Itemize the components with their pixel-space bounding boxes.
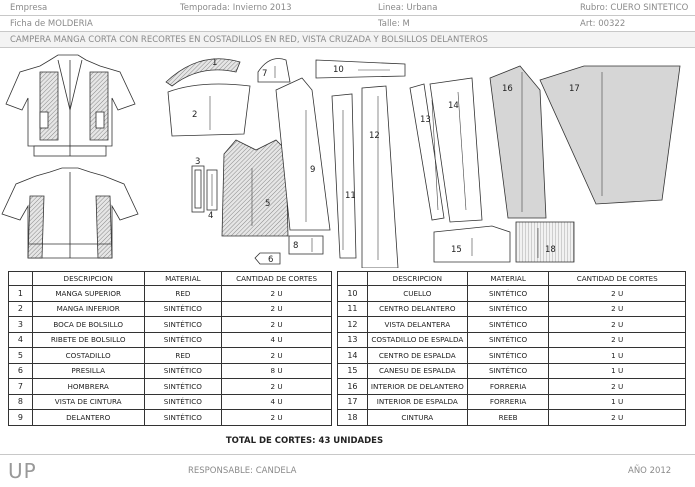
empresa-label: Empresa [10,3,48,13]
row-number: 12 [338,317,368,333]
piece-number: 2 [192,110,198,120]
table-row [338,317,686,333]
piece-number: 7 [262,69,268,79]
logo: UP [8,459,37,483]
cell-description: CANESU DE ESPALDA [367,363,467,379]
cell-quantity: 1 U [549,363,686,379]
footer [0,454,695,487]
table-row [9,317,332,333]
cell-quantity: 2 U [549,286,686,302]
row-number: 3 [9,317,33,333]
cuts-table-right [337,271,686,426]
cell-material: RED [144,286,222,302]
piece-number: 16 [502,84,513,94]
piece-number: 9 [310,165,316,175]
table-row [9,348,332,364]
row-number: 18 [338,410,368,426]
cell-description: COSTADILLO [32,348,144,364]
talle-label: Talle: M [378,19,410,29]
table-row [9,394,332,410]
jacket-front-sketch [6,55,135,156]
table-row [9,301,332,317]
cell-quantity: 4 U [222,394,332,410]
table-row [9,379,332,395]
cell-quantity: 2 U [222,317,332,333]
table-row [9,410,332,426]
cell-quantity: 2 U [222,286,332,302]
cell-quantity: 8 U [222,363,332,379]
table-row [9,286,332,302]
cell-quantity: 4 U [222,332,332,348]
rubro-label: Rubro: CUERO SINTETICO [580,3,689,13]
row-number: 1 [9,286,33,302]
table-row [338,332,686,348]
ficha-label: Ficha de MOLDERIA [10,19,93,29]
cell-material: FORRERIA [467,394,549,410]
cell-description: RIBETE DE BOLSILLO [32,332,144,348]
table-row [9,332,332,348]
row-number: 16 [338,379,368,395]
piece-number: 11 [345,191,356,201]
piece-number: 1 [212,58,218,68]
cuts-table-left [8,271,332,426]
table-row [338,394,686,410]
piece-number: 15 [451,245,462,255]
header-row-3 [0,32,695,48]
piece-number: 13 [420,115,431,125]
table-row [9,363,332,379]
row-number: 14 [338,348,368,364]
cell-description: DELANTERO [32,410,144,426]
piece-number: 14 [448,101,459,111]
row-number: 11 [338,301,368,317]
cell-material: SINTÉTICO [467,301,549,317]
row-number: 15 [338,363,368,379]
jacket-back-sketch [2,168,138,258]
column-header: CANTIDAD DE CORTES [549,272,686,286]
piece-number: 4 [208,211,214,221]
cell-quantity: 2 U [549,332,686,348]
row-number: 6 [9,363,33,379]
total-cuts: TOTAL DE CORTES: 43 UNIDADES [225,436,384,446]
column-header: DESCRIPCION [32,272,144,286]
piece-number: 18 [545,245,556,255]
table-header [9,272,332,286]
year-label: AÑO 2012 [628,466,672,476]
cell-quantity: 2 U [549,301,686,317]
cell-quantity: 1 U [549,394,686,410]
piece-number: 5 [265,199,271,209]
table-row [338,379,686,395]
table-row [338,410,686,426]
art-label: Art: 00322 [580,19,626,29]
cell-description: PRESILLA [32,363,144,379]
row-number: 4 [9,332,33,348]
cell-quantity: 2 U [549,410,686,426]
linea-label: Linea: Urbana [378,3,438,13]
responsable-label: RESPONSABLE: CANDELA [188,466,297,476]
cell-description: CINTURA [367,410,467,426]
cell-material: REEB [467,410,549,426]
row-number: 8 [9,394,33,410]
cell-description: VISTA DELANTERA [367,317,467,333]
cell-material: SINTÉTICO [467,348,549,364]
cell-material: SINTÉTICO [144,317,222,333]
cell-material: RED [144,348,222,364]
cell-quantity: 2 U [222,301,332,317]
cell-material: SINTÉTICO [144,379,222,395]
cell-quantity: 1 U [549,348,686,364]
cell-description: COSTADILLO DE ESPALDA [367,332,467,348]
piece-number: 10 [333,65,344,75]
temporada-label: Temporada: Invierno 2013 [180,3,292,13]
cell-description: INTERIOR DE ESPALDA [367,394,467,410]
row-number: 13 [338,332,368,348]
row-number: 5 [9,348,33,364]
table-row [338,286,686,302]
row-number: 2 [9,301,33,317]
column-header: MATERIAL [144,272,222,286]
cell-description: MANGA SUPERIOR [32,286,144,302]
header-row-1 [0,0,695,16]
cell-quantity: 2 U [222,410,332,426]
cell-description: BOCA DE BOLSILLO [32,317,144,333]
table-header [338,272,686,286]
cell-quantity: 2 U [549,379,686,395]
cell-description: CUELLO [367,286,467,302]
cell-material: SINTÉTICO [467,363,549,379]
cell-quantity: 2 U [549,317,686,333]
column-header: MATERIAL [467,272,549,286]
piece-number: 3 [195,157,201,167]
garment-description: CAMPERA MANGA CORTA CON RECORTES EN COSTADILLOS EN RED, VISTA CRUZADA Y BOLSILLOS DELANTEROS [10,35,488,45]
piece-number: 12 [369,131,380,141]
cell-description: HOMBRERA [32,379,144,395]
cell-material: SINTÉTICO [144,394,222,410]
cell-material: SINTÉTICO [144,301,222,317]
piece-number: 6 [268,255,274,265]
cell-material: SINTÉTICO [144,332,222,348]
piece-number: 17 [569,84,580,94]
column-header: CANTIDAD DE CORTES [222,272,332,286]
cell-material: SINTÉTICO [467,332,549,348]
cell-quantity: 2 U [222,348,332,364]
row-number: 17 [338,394,368,410]
cell-quantity: 2 U [222,379,332,395]
column-header: DESCRIPCION [367,272,467,286]
table-row [338,348,686,364]
row-number: 10 [338,286,368,302]
row-number: 7 [9,379,33,395]
cell-material: SINTÉTICO [144,363,222,379]
table-row [338,363,686,379]
cell-description: CENTRO DE ESPALDA [367,348,467,364]
row-number: 9 [9,410,33,426]
cell-material: SINTÉTICO [144,410,222,426]
table-row [338,301,686,317]
cell-description: INTERIOR DE DELANTERO [367,379,467,395]
piece-number: 8 [293,241,299,251]
pattern-drawing [0,48,695,268]
cell-material: SINTÉTICO [467,286,549,302]
cell-description: MANGA INFERIOR [32,301,144,317]
cell-description: VISTA DE CINTURA [32,394,144,410]
cell-material: SINTÉTICO [467,317,549,333]
header-row-2 [0,16,695,32]
cell-description: CENTRO DELANTERO [367,301,467,317]
cell-material: FORRERIA [467,379,549,395]
